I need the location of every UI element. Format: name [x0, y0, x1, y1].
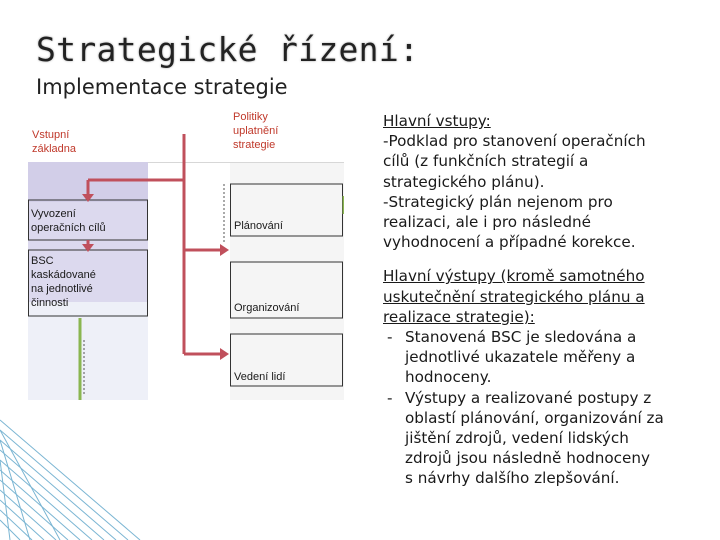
bullet-line: Stanovená BSC je sledována a — [405, 328, 637, 347]
inputs-line: -Podklad pro stanovení operačních — [383, 132, 646, 151]
header-left-line-1: Vstupní — [32, 129, 70, 141]
strategy-implementation-diagram — [28, 104, 344, 400]
left-item-2-line-1: BSC — [31, 255, 54, 267]
outputs-bullet — [383, 388, 701, 489]
inputs-line: -Strategický plán nejenom pro — [383, 192, 613, 211]
bullet-line: oblastí plánování, organizování za — [405, 408, 664, 427]
bullet-line: jednotlivé ukazatele měřeny a — [405, 348, 636, 367]
outputs-heading: uskutečnění strategického plánu a — [383, 287, 645, 306]
header-right-line-3: strategie — [233, 139, 276, 151]
header-left-line-2: základna — [32, 143, 77, 155]
bullet-dash: - — [387, 328, 393, 347]
left-item-2-line-4: činnosti — [31, 297, 69, 309]
header-right-line-2: uplatnění — [233, 125, 279, 137]
left-item-2-line-3: na jednotlivé — [31, 283, 93, 295]
bullet-line: Výstupy a realizované postupy z — [405, 388, 652, 407]
bullet-line: hodnoceny. — [405, 368, 492, 387]
inputs-line: realizaci, ale i pro následné — [383, 213, 591, 232]
bullet-line: zdrojů jsou následně hodnoceny — [405, 449, 650, 468]
corner-decoration — [0, 400, 150, 540]
slide-title: Strategické řízení: — [36, 30, 420, 69]
bullet-line: s návrhy dalšího zlepšování. — [405, 469, 620, 488]
arrow-head-icon — [220, 244, 229, 256]
arrow-head-icon — [220, 348, 229, 360]
right-item-leading: Vedení lidí — [234, 371, 286, 383]
outputs-heading: Hlavní výstupy (kromě samotného — [383, 267, 645, 286]
inputs-section — [383, 111, 701, 252]
bullet-dash: - — [387, 388, 393, 407]
left-item-1-line-1: Vyvození — [31, 208, 76, 220]
inputs-line: vyhodnocení a případné korekce. — [383, 233, 636, 252]
slide-subtitle: Implementace strategie — [36, 75, 288, 99]
right-item-planning: Plánování — [234, 220, 283, 232]
slide-text — [383, 111, 701, 503]
outputs-bullet — [383, 327, 701, 388]
outputs-heading: realizace strategie): — [383, 307, 535, 326]
inputs-line: cílů (z funkčních strategií a — [383, 152, 589, 171]
inputs-line: strategického plánu). — [383, 172, 545, 191]
bullet-line: jištění zdrojů, vedení lidských — [405, 429, 629, 448]
outputs-section — [383, 266, 701, 488]
left-item-2-line-2: kaskádované — [31, 269, 96, 281]
right-item-organizing: Organizování — [234, 302, 300, 314]
left-item-1-line-2: operačních cílů — [31, 222, 106, 234]
header-right-line-1: Politiky — [233, 111, 268, 123]
inputs-heading: Hlavní vstupy: — [383, 112, 491, 130]
